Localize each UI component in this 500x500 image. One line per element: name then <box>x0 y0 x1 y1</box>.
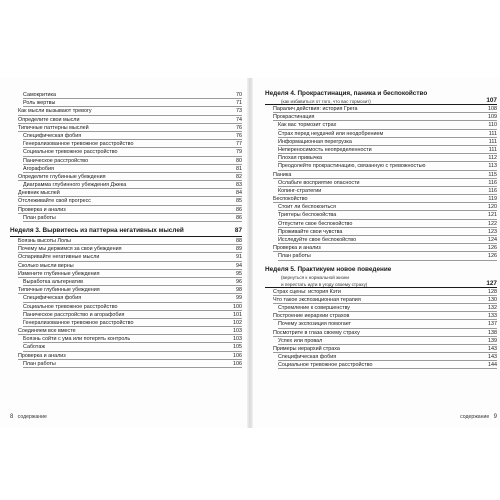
toc-entry-title: Страх перед неудачей или неодобрением <box>278 130 384 137</box>
toc-subsection <box>10 99 242 107</box>
toc-section <box>265 329 497 337</box>
week-5-entries <box>265 288 497 370</box>
toc-entry-title: Проверка и анализ <box>18 352 66 359</box>
toc-entry-page: 70 <box>236 92 242 98</box>
toc-entry-page: 103 <box>233 328 242 335</box>
toc-entry-page: 143 <box>488 354 497 361</box>
toc-entry-page: 133 <box>488 313 497 320</box>
toc-subsection <box>10 319 242 327</box>
toc-week-heading <box>10 226 242 237</box>
toc-section <box>10 262 242 270</box>
toc-entry-title: Социальное тревожное расстройство <box>278 362 373 369</box>
toc-entry-page: 85 <box>236 198 242 205</box>
toc-section <box>10 107 242 115</box>
toc-section <box>265 195 497 203</box>
toc-entry-page: 74 <box>236 116 242 123</box>
toc-entry-page: 139 <box>488 337 497 344</box>
toc-entry-title: Отпустите свое беспокойство <box>278 220 353 227</box>
toc-entry-title: Саботаж <box>23 344 45 351</box>
toc-subsection <box>265 203 497 211</box>
toc-entry-title: Исследуйте свое беспокойство <box>278 237 357 243</box>
toc-section <box>10 270 242 278</box>
week-5-heading <box>265 265 497 288</box>
toc-subsection <box>265 320 497 328</box>
toc-entry-page: 94 <box>236 262 242 269</box>
toc-subsection <box>10 157 242 165</box>
toc-entry-page: 128 <box>488 288 497 295</box>
toc-entry-title: Агорафобия <box>23 165 54 172</box>
toc-entry-title: Стоит ли беспокоиться <box>278 204 336 211</box>
right-page-number: 9 <box>493 414 497 420</box>
toc-entry-page: 111 <box>488 146 497 153</box>
toc-entry-page: 87 <box>234 227 242 234</box>
toc-entry-title: Построение иерархии страхов <box>273 313 350 320</box>
toc-entry-page: 73 <box>236 108 242 115</box>
toc-entry-title: Ослабьте восприятие опасности <box>278 179 360 186</box>
week-5-page: 127 <box>486 279 497 287</box>
toc-entry-page: 79 <box>236 149 242 156</box>
toc-subsection <box>265 353 497 361</box>
toc-subsection <box>265 337 497 345</box>
toc-entry-page: 122 <box>488 220 497 227</box>
toc-entry-title: Паническое расстройство и агорафобия <box>23 311 125 318</box>
toc-entry-page: 138 <box>488 329 497 336</box>
week-4-subtitle: (как избавиться от того, что вас тормозит) <box>281 99 371 104</box>
toc-entry-page: 143 <box>488 345 497 352</box>
toc-entry-title: Беспокойство <box>273 196 308 203</box>
left-footer <box>10 414 47 420</box>
toc-entry-page: 126 <box>488 253 497 260</box>
toc-entry-page: 98 <box>236 287 242 294</box>
toc-entry-page: 76 <box>236 132 242 139</box>
week-4-page: 107 <box>486 97 497 104</box>
toc-entry-title: Проживайте свои чувства <box>278 228 343 235</box>
toc-entry-title: Отслеживайте свой прогресс <box>18 198 91 205</box>
toc-subsection <box>265 130 497 138</box>
toc-entry-title: Почему экспозиция помогает <box>278 321 351 328</box>
toc-entry-title: Копинг-стратегии <box>278 187 322 194</box>
toc-subsection <box>10 91 242 99</box>
toc-entry-rule <box>278 260 497 261</box>
toc-entry-title: Выработка альтернатив <box>23 278 84 285</box>
toc-section <box>10 206 242 214</box>
toc-entry-title: Роль жертвы <box>23 100 56 107</box>
toc-subsection <box>265 121 497 129</box>
toc-entry-page: 77 <box>236 141 242 148</box>
toc-entry-title: Паническое расстройство <box>23 157 89 164</box>
toc-entry-rule <box>23 221 242 222</box>
left-running-head: содержание <box>17 414 47 420</box>
toc-entry-page: 80 <box>236 157 242 164</box>
toc-entry-title: Преодолейте прокрастинацию, связанную с тревожностью <box>278 163 426 170</box>
toc-section <box>10 173 242 181</box>
toc-entry-page: 119 <box>488 196 497 203</box>
book-gutter <box>247 78 253 428</box>
toc-entry-title: Паралич действия: история Грега <box>273 106 358 112</box>
week-4-entries <box>265 105 497 261</box>
toc-entry-title: Типичные паттерны мыслей <box>18 124 89 131</box>
toc-entry-rule <box>278 368 497 369</box>
toc-subsection <box>265 361 497 369</box>
toc-entry-title: Специфическая фобия <box>278 354 337 361</box>
toc-entry-title: Специфическая фобия <box>23 132 82 139</box>
toc-entry-page: 123 <box>488 228 497 235</box>
toc-entry-title: Примеры иерархий страха <box>273 345 340 352</box>
toc-entry-page: 115 <box>488 171 497 178</box>
toc-entry-title: Определите глубинные убеждения <box>18 173 106 180</box>
week-4-heading <box>265 89 497 105</box>
toc-subsection <box>265 187 497 195</box>
toc-entry-title: Генерализованное тревожное расстройство <box>23 319 134 326</box>
toc-entry-title: Как вас тормозит страх <box>278 122 337 129</box>
toc-subsection <box>10 335 242 343</box>
toc-section <box>10 124 242 132</box>
toc-entry-page: 116 <box>488 187 497 194</box>
toc-entry-page: 110 <box>488 122 497 129</box>
toc-section <box>265 171 497 179</box>
toc-entry-page: 112 <box>488 155 497 162</box>
toc-subsection <box>10 343 242 351</box>
right-toc <box>265 89 497 369</box>
toc-entry-title: Дневник мыслей <box>18 190 60 197</box>
toc-entry-title: Почему мы держимся за свои убеждения <box>18 246 122 253</box>
toc-entry-title: Триггеры беспокойства <box>278 212 337 219</box>
toc-section <box>10 237 242 245</box>
toc-entry-title: Измените глубинные убеждения <box>18 270 100 277</box>
toc-entry-title: План работы <box>23 360 56 367</box>
toc-entry-title: План работы <box>278 253 311 260</box>
toc-entry-page: 99 <box>236 295 242 302</box>
toc-subsection <box>265 304 497 312</box>
toc-entry-title: Диаграмма глубинного убеждения Джека <box>23 182 127 189</box>
toc-entry-page: 121 <box>488 212 497 219</box>
toc-entry-page: 113 <box>488 163 497 170</box>
toc-section <box>10 327 242 335</box>
toc-subsection <box>10 140 242 148</box>
toc-entry-page: 109 <box>488 114 497 121</box>
toc-entry-page: 71 <box>236 100 242 107</box>
toc-entry-rule <box>23 367 242 368</box>
toc-subsection <box>10 148 242 156</box>
toc-subsection <box>10 311 242 319</box>
toc-entry-page: 105 <box>233 344 242 351</box>
toc-subsection <box>10 303 242 311</box>
toc-section <box>265 345 497 353</box>
toc-subsection <box>265 220 497 228</box>
toc-entry-title: Самокритика <box>23 92 56 98</box>
toc-entry-page: 144 <box>488 362 497 369</box>
toc-entry-page: 130 <box>488 296 497 303</box>
toc-entry-page: 102 <box>233 319 242 326</box>
toc-section <box>265 244 497 252</box>
toc-entry-title: Неделя 3. Вырвитесь из паттерна негативных мыслей <box>10 227 184 234</box>
toc-entry-page: 111 <box>488 138 497 145</box>
toc-entry-title: Посмотрите в глаза своему страху <box>273 329 360 336</box>
toc-entry-title: Специфическая фобия <box>23 295 82 302</box>
toc-entry-title: Боязнь сойти с ума или потерять контроль <box>23 336 131 343</box>
toc-entry-page: 86 <box>236 206 242 213</box>
toc-entry-page: 126 <box>488 245 497 252</box>
toc-subsection <box>10 214 242 222</box>
toc-entry-title: Как мысли вызывают тревогу <box>18 108 92 115</box>
toc-entry-title: План работы <box>23 214 56 221</box>
toc-entry-page: 91 <box>236 254 242 261</box>
toc-subsection <box>10 132 242 140</box>
left-page <box>10 78 242 428</box>
right-running-head: содержание <box>460 414 490 420</box>
toc-entry-title: Оспаривайте негативные мысли <box>18 254 100 261</box>
toc-section <box>265 113 497 121</box>
toc-entry-page: 88 <box>236 238 242 244</box>
left-toc <box>10 91 242 368</box>
toc-entry-page: 83 <box>236 182 242 189</box>
left-page-number: 8 <box>10 414 14 420</box>
toc-entry-page: 116 <box>488 179 497 186</box>
toc-entry-page: 111 <box>488 130 497 137</box>
toc-entry-page: 89 <box>236 246 242 253</box>
toc-entry-title: Паника <box>273 171 292 178</box>
toc-entry-title: Социальное тревожное расстройство <box>23 303 118 310</box>
toc-section <box>10 286 242 294</box>
week-5-subtitle-1: (вернуться к нормальной жизни <box>281 274 349 280</box>
toc-subsection <box>10 165 242 173</box>
toc-section <box>10 189 242 197</box>
toc-subsection <box>10 360 242 368</box>
toc-subsection <box>265 211 497 219</box>
toc-subsection <box>265 138 497 146</box>
toc-entry-page: 86 <box>236 214 242 221</box>
right-page <box>265 78 497 428</box>
toc-section <box>265 312 497 320</box>
toc-entry-page: 132 <box>488 304 497 311</box>
toc-entry-page: 137 <box>488 321 497 328</box>
toc-entry-page: 101 <box>233 311 242 318</box>
toc-subsection <box>265 179 497 187</box>
toc-subsection <box>265 146 497 154</box>
week-4-title: Неделя 4. Прокрастинация, паника и беспокойство <box>265 90 428 97</box>
toc-section <box>10 253 242 261</box>
toc-section <box>10 245 242 253</box>
toc-section <box>265 296 497 304</box>
toc-entry-page: 95 <box>236 270 242 277</box>
toc-subsection <box>265 154 497 162</box>
toc-section <box>265 288 497 296</box>
week-5-title: Неделя 5. Практикуем новое поведение <box>265 265 392 273</box>
toc-entry-title: Непереносимость неопределенности <box>278 146 372 153</box>
right-footer <box>460 414 497 420</box>
toc-subsection <box>265 162 497 170</box>
toc-entry-title: Стремление к совершенству <box>278 304 351 311</box>
toc-entry-title: Прокрастинация <box>273 114 315 121</box>
toc-entry-title: Плохая привычка <box>278 155 323 162</box>
toc-entry-title: Социальное тревожное расстройство <box>23 149 118 156</box>
toc-entry-title: Проверка и анализ <box>273 245 321 252</box>
toc-section <box>265 105 497 113</box>
toc-entry-title: Боязнь высоты Лолы <box>18 238 71 244</box>
toc-subsection <box>265 236 497 244</box>
toc-subsection <box>265 252 497 260</box>
toc-subsection <box>265 228 497 236</box>
toc-entry-title: Генерализованное тревожное расстройство <box>23 141 134 148</box>
toc-subsection <box>10 278 242 286</box>
toc-entry-page: 100 <box>233 303 242 310</box>
toc-entry-title: Информационная перегрузка <box>278 138 352 145</box>
toc-entry-title: Определите свои мысли <box>18 116 80 123</box>
toc-entry-page: 108 <box>488 106 497 112</box>
toc-entry-page: 106 <box>233 360 242 367</box>
toc-entry-page: 103 <box>233 336 242 343</box>
week-5-subtitle-2: и перестать идти в угоду своему страху) <box>281 281 368 287</box>
toc-subsection <box>10 181 242 189</box>
toc-entry-page: 124 <box>488 237 497 243</box>
toc-entry-page: 76 <box>236 124 242 131</box>
toc-entry-title: Типичные глубинные убеждения <box>18 287 100 294</box>
toc-entry-page: 106 <box>233 352 242 359</box>
toc-entry-title: Что такое экспозиционная терапия <box>273 296 361 303</box>
toc-entry-title: Страх сцены: история Кэти <box>273 288 341 295</box>
toc-section <box>10 197 242 205</box>
toc-entry-page: 82 <box>236 173 242 180</box>
toc-entry-title: Проверка и анализ <box>18 206 66 213</box>
toc-entry-page: 84 <box>236 190 242 197</box>
toc-entry-page: 96 <box>236 278 242 285</box>
toc-entry-page: 120 <box>488 204 497 211</box>
toc-section <box>10 352 242 360</box>
toc-entry-title: Сколько мысли верны <box>18 262 74 269</box>
toc-subsection <box>10 294 242 302</box>
toc-entry-title: Успех или провал <box>278 337 323 344</box>
toc-entry-page: 81 <box>236 165 242 172</box>
toc-section <box>10 116 242 124</box>
toc-entry-title: Соединяем все вместе <box>18 328 76 335</box>
